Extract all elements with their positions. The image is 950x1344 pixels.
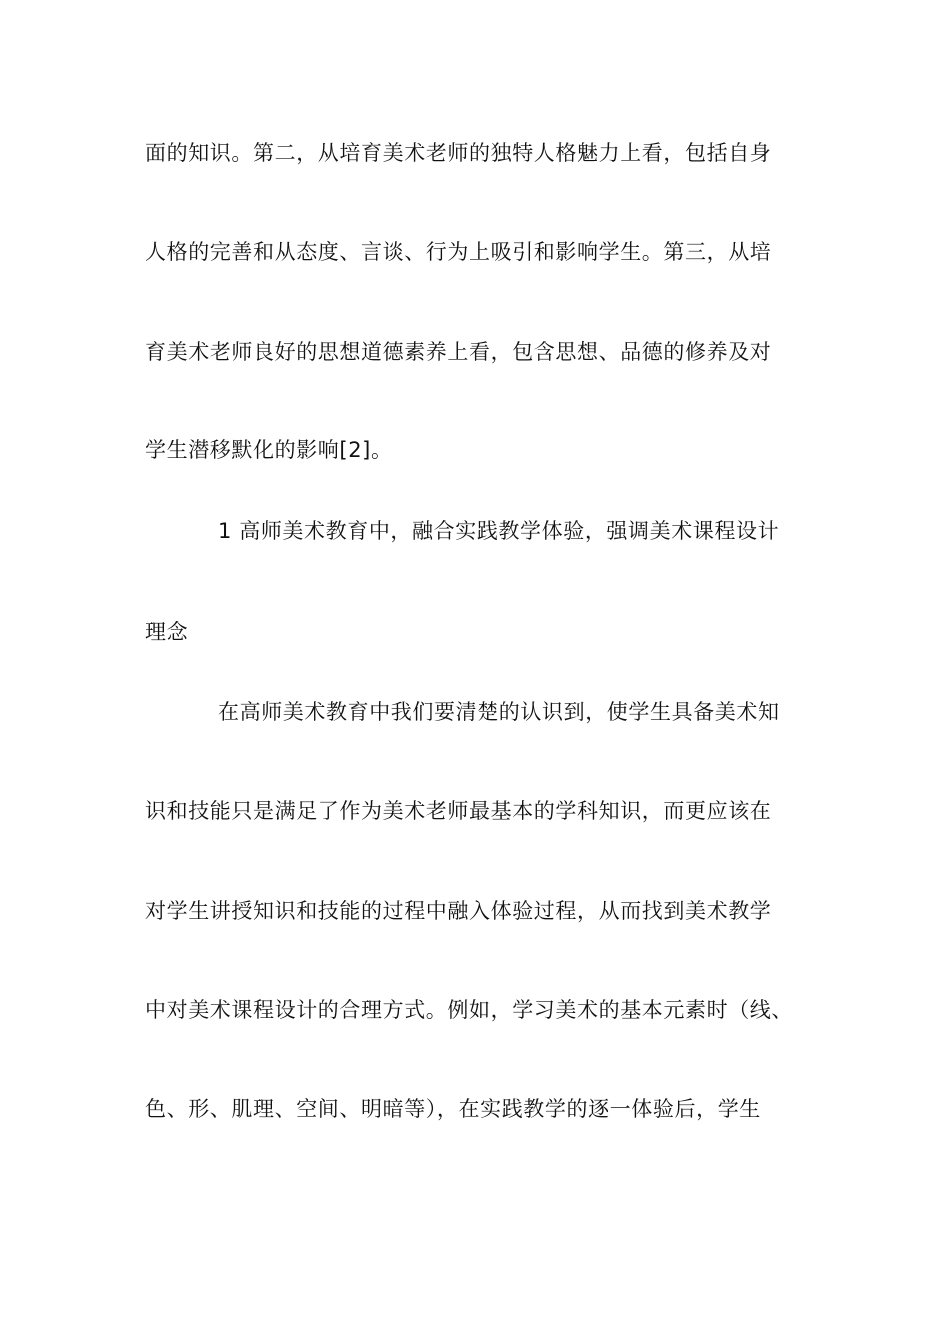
paragraph-line: 人格的完善和从态度、言谈、行为上吸引和影响学生。第三，从培 [145, 240, 772, 264]
paragraph-line: 对学生讲授知识和技能的过程中融入体验过程，从而找到美术教学 [145, 899, 772, 923]
section-heading-line: 理念 [145, 620, 189, 644]
section-heading-line: 1 高师美术教育中，融合实践教学体验，强调美术课程设计 [218, 519, 780, 543]
paragraph-line: 中对美术课程设计的合理方式。例如，学习美术的基本元素时（线、 [145, 998, 793, 1022]
paragraph-line: 面的知识。第二，从培育美术老师的独特人格魅力上看，包括自身 [145, 141, 772, 165]
paragraph-line: 色、形、肌理、空间、明暗等），在实践教学的逐一体验后，学生 [145, 1097, 761, 1121]
paragraph-line: 育美术老师良好的思想道德素养上看，包含思想、品德的修养及对 [145, 340, 772, 364]
paragraph-line: 识和技能只是满足了作为美术老师最基本的学科知识，而更应该在 [145, 799, 772, 823]
paragraph-line: 在高师美术教育中我们要清楚的认识到，使学生具备美术知 [218, 700, 780, 724]
paragraph-line: 学生潜移默化的影响[2]。 [145, 438, 393, 462]
